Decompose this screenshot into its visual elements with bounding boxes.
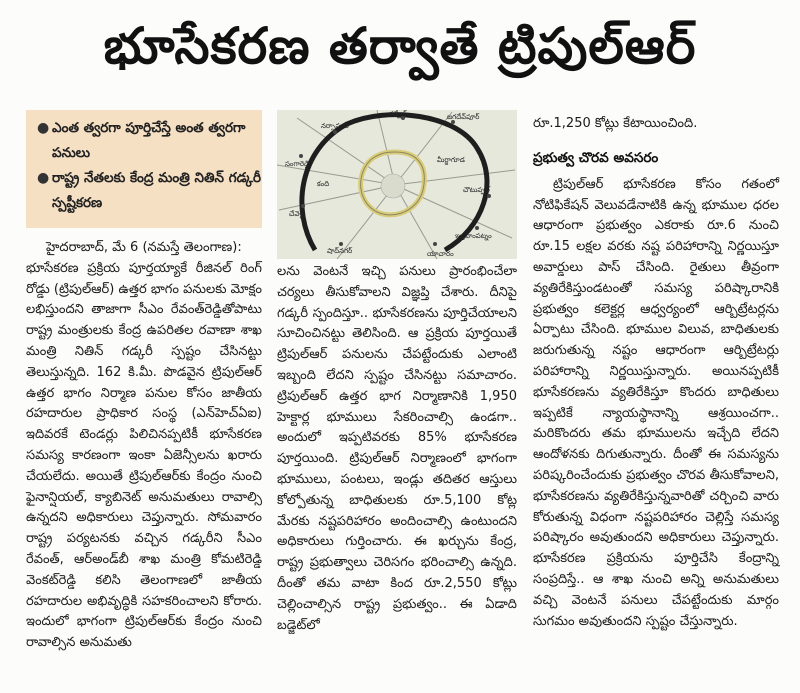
highlights-box [26, 110, 262, 228]
body-paragraph: భూసేకరణ ప్రక్రియ పూర్తయ్యాకే రీజినల్ రింగ్ రోడ్డు (ట్రిపుల్‌ఆర్) ఉత్తర భాగం పనులకు మోక్షం లభిస్తుందని తాజాగా సీఎం రేవంత్‌రెడ్డితోపాటు రాష్ట్ర మంత్రులకు కేంద్ర ఉపరితల రవాణా శాఖ మంత్రి నితిన్ గడ్కరీ స్పష్టం చేసినట్టు తెలుస్తున్నది. 162 కి.మీ. పొడవైన ట్రిపుల్‌ఆర్ ఉత్తర భాగం నిర్మాణ పనుల కోసం జాతీయ రహదారుల ప్రాధికార సంస్థ (ఎన్‌హెచ్‌ఏఐ) ఇదివరకే టెండర్లు పిలిచినప్పటికీ భూసేకరణ సమస్య కారణంగా ఇంకా ఏజెన్సీలను ఖరారు చేయలేదు. అయితే ట్రిపుల్‌ఆర్‌కు కేంద్రం నుంచి ఫైనాన్షియల్, క్యాబినెట్ అనుమతులు రావాల్సి ఉన్నదని అధికారులు చెప్తున్నారు. సోమవారం రాష్ట్ర పర్యటనకు వచ్చిన గడ్కరీని సీఎం రేవంత్, ఆర్‌అండ్‌బీ శాఖ మంత్రి కోమటిరెడ్డి వెంకట్‌రెడ్డి కలిసి తెలంగాణలో జాతీయ రహదారుల అభివృద్ధికి సహకరించాలని కోరారు. ఇందులో భాగంగా ట్రిపుల్‌ఆర్‌కు కేంద్రం నుంచి రావాల్సిన అనుమతు [26, 260, 262, 651]
city-core [381, 174, 405, 198]
section-subhead: ప్రభుత్వ చొరవ అవసరం [533, 149, 659, 166]
map-label: మీర్జాగూడ [437, 156, 465, 164]
map-label: చేవెళ్ల [289, 210, 304, 218]
map-label: గజ్వేల్ [389, 110, 407, 118]
highlight-item [26, 116, 262, 166]
map-label: సంగారెడ్డి [285, 160, 310, 168]
rrr-map [277, 110, 517, 259]
body-paragraph: రూ.1,250 కోట్లు కేటాయించింది. [533, 116, 698, 131]
map-graphic [277, 110, 517, 259]
body-paragraph: ట్రిపుల్‌ఆర్ భూసేకరణ కోసం గతంలో నోటిఫికేషన్ వెలువడేనాటికి ఉన్న భూముల ధరల ఆధారంగా ప్రభుత్వం ఎకరాకు రూ.6 నుంచి రూ.15 లక్షల వరకు నష్ట పరిహారాన్ని నిర్ణయిస్తూ అవార్డులు పాస్ చేసింది. రైతులు తీవ్రంగా వ్యతిరేకిస్తుండటంతో సమస్య పరిష్కారానికి ప్రభుత్వం కలెక్టర్ల ఆధ్వర్యంలో ఆర్బిట్రేటర్లను ఏర్పాటు చేసింది. భూముల విలువ, బాధితులకు జరుగుతున్న నష్టం ఆధారంగా ఆర్బిట్రేటర్లు పరిహారాన్ని నిర్ణయిస్తున్నారు. అయినప్పటికీ భూసేకరణను వ్యతిరేకిస్తూ కొందరు బాధితులు ఇప్పటికే న్యాయస్థానాన్ని ఆశ్రయించగా.. మరికొందరు తమ భూములను ఇచ్చేది లేదని ఆందోళనకు దిగుతున్నారు. దీంతో ఈ సమస్యను పరిష్కరించేందుకు ప్రభుత్వం చొరవ తీసుకోవాలని, భూసేకరణను వ్యతిరేకిస్తున్నవారితో చర్చించి వారు కోరుతున్న విధంగా నష్టపరిహారం చెల్లిస్తే సమస్య పరిష్కారం అవుతుందని అధికారులు చెప్తున్నారు. భూసేకరణ ప్రక్రియను పూర్తిచేసి కేంద్రాన్ని సంప్రదిస్తే.. ఆ శాఖ నుంచి అన్ని అనుమతులు వచ్చి వెంటనే పనులు చేపట్టేందుకు మార్గం సుగమం అవుతుందని స్పష్టం చేస్తున్నారు. [533, 176, 779, 629]
map-label: నర్సాపూర్ [321, 122, 349, 130]
map-label: జగదేవ్‌పూర్ [447, 113, 480, 121]
headline: భూసేకరణ తర్వాతే ట్రిపుల్‌ఆర్ [103, 17, 697, 75]
map-label: కంది [317, 180, 330, 188]
highlight-item [26, 166, 262, 216]
bullet-icon: ● [37, 170, 50, 186]
highlight-text: రాష్ట్ర నేతలకు కేంద్ర మంత్రి నితిన్ గడ్కరీ స్పష్టీకరణ [52, 170, 262, 211]
body-paragraph: లను వెంటనే ఇచ్చి పనులు ప్రారంభించేలా చర్యలు తీసుకోవాలని విజ్ఞప్తి చేశారు. దీనిపై గడ్కరీ స్పందిస్తూ.. భూసేకరణను పూర్తిచేయాలని సూచించినట్టు తెలిసింది. ఆ ప్రక్రియ పూర్తయితే ట్రిపుల్‌ఆర్ పనులను చేపట్టేందుకు ఎలాంటి ఇబ్బంది లేదని స్పష్టం చేసినట్టు సమాచారం. ట్రిపుల్‌ఆర్ ఉత్తర భాగ నిర్మాణానికి 1,950 హెక్టార్ల భూములు సేకరించాల్సి ఉండగా.. అందులో ఇప్పటివరకు 85% భూసేకరణ పూర్తయింది. ట్రిపుల్‌ఆర్ నిర్మాణంలో భాగంగా భూములు, పంటలు, ఇండ్లు తదితర ఆస్తులు కోల్పోతున్న బాధితులకు రూ.5,100 కోట్ల మేరకు నష్టపరిహారం అందించాల్సి ఉంటుందని అధికారులు గుర్తించారు. ఈ ఖర్చును కేంద్ర, రాష్ట్ర ప్రభుత్వాలు చెరిసగం భరించాల్సి ఉన్నది. దీంతో తమ వాటా కింద రూ.2,550 కోట్లు చెల్లించాల్సిన రాష్ట్ర ప్రభుత్వం.. ఈ ఏడాది బడ్జెట్‌లో [277, 264, 517, 633]
map-label: యాచారం [427, 250, 454, 258]
article-column-2 [277, 262, 517, 636]
map-label: షాద్‌నగర్ [327, 247, 353, 255]
map-label: ఇబ్రహీంపట్నం [455, 232, 492, 240]
article-column-1 [26, 238, 262, 654]
dateline: హైదరాబాద్, మే 6 (నమస్తే తెలంగాణ): [46, 240, 242, 255]
map-label: చౌటుప్పల్ [463, 186, 490, 194]
highlight-text: ఎంత త్వరగా పూర్తిచేస్తే అంత త్వరగా పనులు [52, 120, 246, 161]
bullet-icon: ● [37, 120, 50, 136]
article-column-3 [533, 114, 779, 632]
